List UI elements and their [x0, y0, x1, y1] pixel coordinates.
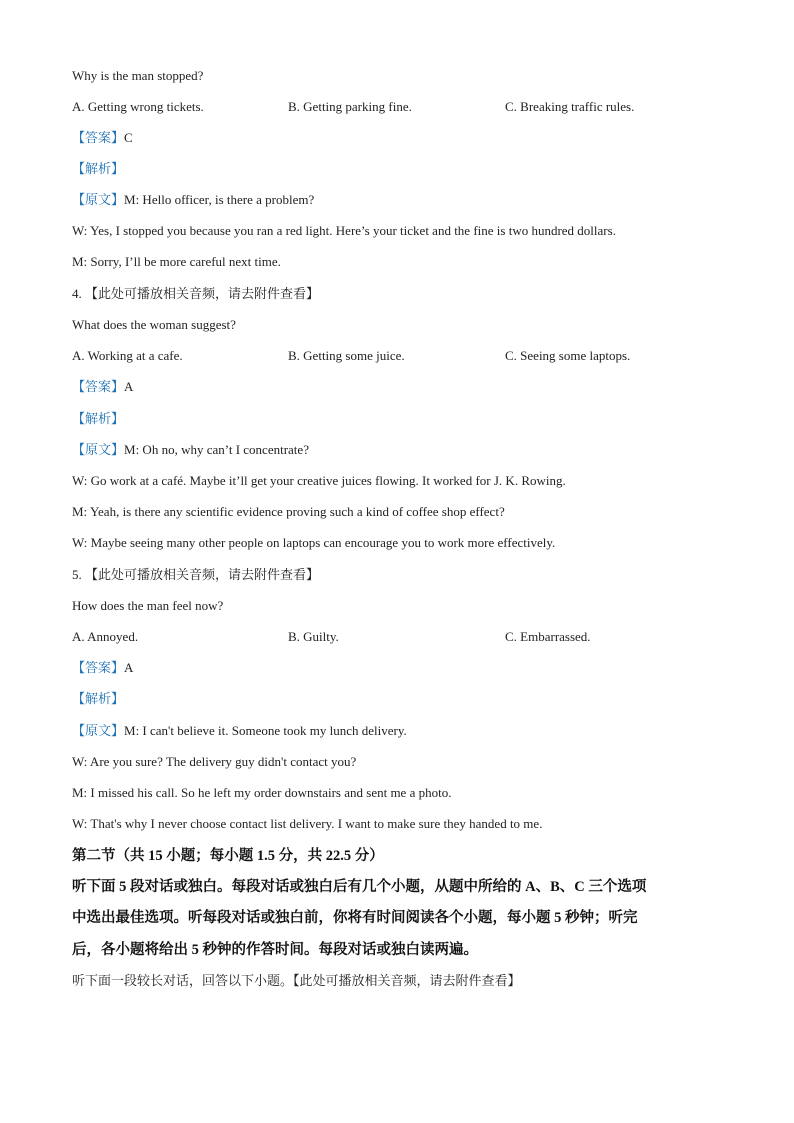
q4-answer: [72, 378, 133, 396]
q3-transcript-line: [72, 191, 314, 209]
section-prompt: 听下面一段较长对话，回答以下小题。【此处可播放相关音频，请去附件查看】: [72, 973, 521, 988]
q4-option-c: C. Seeing some laptops.: [505, 348, 631, 363]
q4-transcript-line: W: Maybe seeing many other people on laptops can encourage you to work more effectively.: [72, 535, 556, 550]
q5-option-c: C. Embarrassed.: [505, 629, 591, 644]
transcript-text: M: Hello officer, is there a problem?: [124, 192, 315, 207]
original-tag: 【原文】: [72, 723, 125, 738]
answer-tag: 【答案】: [72, 660, 125, 675]
q4-question: What does the woman suggest?: [72, 317, 236, 332]
q3-option-b: B. Getting parking fine.: [288, 99, 412, 114]
transcript-text: M: Oh no, why can’t I concentrate?: [124, 442, 309, 457]
section-instructions-line: 听下面 5 段对话或独白。每段对话或独白后有几个小题，从题中所给的 A、B、C 三个选项: [72, 879, 647, 895]
q5-transcript-line: W: That's why I never choose contact list delivery. I want to make sure they handed to me.: [72, 816, 543, 831]
q5-question: How does the man feel now?: [72, 598, 224, 613]
original-tag: 【原文】: [72, 192, 125, 207]
original-tag: 【原文】: [72, 442, 125, 457]
q4-option-a: A. Working at a cafe.: [72, 348, 183, 363]
section-instructions-line: 后，各小题将给出 5 秒钟的作答时间。每段对话或独白读两遍。: [72, 942, 478, 958]
answer-value: C: [124, 130, 133, 145]
answer-value: A: [124, 660, 134, 675]
q3-option-c: C. Breaking traffic rules.: [505, 99, 635, 114]
q4-transcript-line: W: Go work at a café. Maybe it’ll get your creative juices flowing. It worked for J. K. Rowing.: [72, 473, 566, 488]
q5-option-a: A. Annoyed.: [72, 629, 139, 644]
q5-transcript-line: [72, 722, 407, 740]
q3-analysis-tag: 【解析】: [72, 161, 125, 176]
q5-analysis-tag: 【解析】: [72, 691, 125, 706]
transcript-text: M: I can't believe it. Someone took my lunch delivery.: [124, 723, 407, 738]
q5-heading: 5. 【此处可播放相关音频，请去附件查看】: [72, 567, 320, 582]
answer-tag: 【答案】: [72, 379, 125, 394]
q3-transcript-line: W: Yes, I stopped you because you ran a red light. Here’s your ticket and the fine is two hundred dollars.: [72, 223, 616, 238]
answer-value: A: [124, 379, 134, 394]
q4-transcript-line: M: Yeah, is there any scientific evidence proving such a kind of coffee shop effect?: [72, 504, 505, 519]
q5-transcript-line: M: I missed his call. So he left my order downstairs and sent me a photo.: [72, 785, 452, 800]
q3-answer: [72, 129, 133, 147]
q5-answer: [72, 659, 133, 677]
q4-analysis-tag: 【解析】: [72, 411, 125, 426]
q4-transcript-line: [72, 441, 309, 459]
q5-option-b: B. Guilty.: [288, 629, 339, 644]
q4-heading: 4. 【此处可播放相关音频，请去附件查看】: [72, 286, 320, 301]
q3-option-a: A. Getting wrong tickets.: [72, 99, 204, 114]
answer-tag: 【答案】: [72, 130, 125, 145]
section-title: 第二节（共 15 小题；每小题 1.5 分，共 22.5 分）: [72, 848, 384, 864]
q5-transcript-line: W: Are you sure? The delivery guy didn't contact you?: [72, 754, 357, 769]
q3-transcript-line: M: Sorry, I’ll be more careful next time.: [72, 254, 281, 269]
q4-option-b: B. Getting some juice.: [288, 348, 405, 363]
section-instructions-line: 中选出最佳选项。听每段对话或独白前，你将有时间阅读各个小题，每小题 5 秒钟；听完: [72, 910, 638, 926]
q3-question: Why is the man stopped?: [72, 68, 204, 83]
